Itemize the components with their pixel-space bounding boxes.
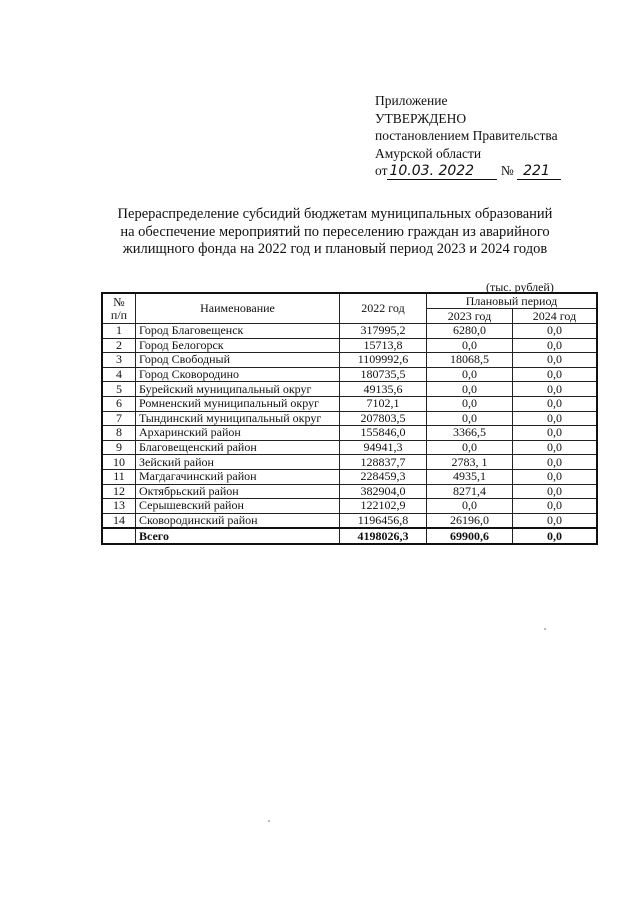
row-value-2023: 4935,1 [427,469,513,484]
approval-line-approved: УТВЕРЖДЕНО [375,110,467,126]
row-number: 6 [102,396,136,411]
handwritten-number: 221 [517,164,561,180]
header-number [102,293,136,324]
row-value-2023: 0,0 [427,396,513,411]
row-value-2024: 0,0 [513,455,598,470]
row-value-2024: 0,0 [513,324,598,339]
title-line-1: Перераспределение субсидий бюджетам муниципальных образований [117,206,553,222]
row-number: 7 [102,411,136,426]
row-value-2022: 122102,9 [340,499,427,514]
row-name: Город Сковородино [136,367,340,382]
row-number: 3 [102,353,136,368]
row-value-2024: 0,0 [513,426,598,441]
document-title [100,206,570,259]
row-name: Город Благовещенск [136,324,340,339]
approval-block [375,92,561,180]
row-value-2024: 0,0 [513,367,598,382]
row-number: 2 [102,338,136,353]
row-name: Серышевский район [136,499,340,514]
header-name: Наименование [136,293,340,324]
row-number: 1 [102,324,136,339]
header-number-sign: № [113,294,125,309]
row-value-2023: 2783, 1 [427,455,513,470]
approval-line-decree: постановлением Правительства [375,128,558,143]
row-value-2023: 8271,4 [427,484,513,499]
row-number: 9 [102,440,136,455]
units-label: (тыс. рублей) [486,280,554,294]
date-prefix: от [375,163,388,178]
row-value-2024: 0,0 [513,338,598,353]
row-value-2023: 0,0 [427,499,513,514]
row-name: Архаринский район [136,426,340,441]
row-value-2024: 0,0 [513,513,598,528]
title-line-3: жилищного фонда на 2022 год и плановый период 2023 и 2024 годов [122,241,548,257]
row-value-2022: 94941,3 [340,440,427,455]
row-name: Зейский район [136,455,340,470]
row-value-2024: 0,0 [513,382,598,397]
subsidy-table [101,292,598,545]
row-value-2023: 0,0 [427,411,513,426]
handwritten-date: 10.03. 2022 [387,164,497,180]
row-name: Октябрьский район [136,484,340,499]
row-value-2023: 0,0 [427,367,513,382]
table-row [102,353,597,368]
total-2023: 69900,6 [427,528,513,544]
row-name: Город Белогорск [136,338,340,353]
row-name: Бурейский муниципальный округ [136,382,340,397]
row-name: Тындинский муниципальный округ [136,411,340,426]
header-2024: 2024 год [513,309,598,324]
row-value-2024: 0,0 [513,411,598,426]
total-label: Всего [136,528,340,544]
table-row [102,411,597,426]
row-value-2022: 180735,5 [340,367,427,382]
table-row [102,455,597,470]
table-row [102,338,597,353]
row-value-2023: 18068,5 [427,353,513,368]
number-prefix: № [500,163,514,178]
row-value-2022: 49135,6 [340,382,427,397]
row-number: 10 [102,455,136,470]
row-name: Сковородинский район [136,513,340,528]
row-value-2022: 1196456,8 [340,513,427,528]
total-2024: 0,0 [513,528,598,544]
header-2023: 2023 год [427,309,513,324]
row-value-2024: 0,0 [513,396,598,411]
table-row [102,426,597,441]
row-value-2023: 0,0 [427,338,513,353]
header-number-pp: п/п [110,307,128,322]
table-row [102,440,597,455]
row-value-2022: 7102,1 [340,396,427,411]
row-number: 4 [102,367,136,382]
header-2022: 2022 год [340,293,427,324]
row-number: 5 [102,382,136,397]
table-row [102,484,597,499]
total-2022: 4198026,3 [340,528,427,544]
row-number: 14 [102,513,136,528]
table-body [102,324,597,529]
row-name: Благовещенский район [136,440,340,455]
row-value-2024: 0,0 [513,499,598,514]
approval-line-appendix: Приложение [375,93,448,108]
row-value-2022: 228459,3 [340,469,427,484]
row-number: 11 [102,469,136,484]
total-number-cell [102,528,136,544]
total-row [102,528,597,544]
row-value-2023: 6280,0 [427,324,513,339]
row-value-2023: 26196,0 [427,513,513,528]
row-number: 13 [102,499,136,514]
scan-speck [268,820,270,822]
table-row [102,513,597,528]
table-row [102,324,597,339]
row-value-2022: 15713,8 [340,338,427,353]
approval-date-number-line [375,162,561,180]
row-value-2023: 0,0 [427,440,513,455]
row-value-2022: 207803,5 [340,411,427,426]
row-value-2022: 317995,2 [340,324,427,339]
row-value-2024: 0,0 [513,353,598,368]
row-number: 12 [102,484,136,499]
header-planned-period: Плановый период [427,293,598,309]
row-name: Магдагачинский район [136,469,340,484]
row-value-2022: 382904,0 [340,484,427,499]
row-value-2024: 0,0 [513,469,598,484]
row-value-2024: 0,0 [513,440,598,455]
row-value-2022: 128837,7 [340,455,427,470]
scan-speck [544,628,546,630]
table-row [102,396,597,411]
row-name: Город Свободный [136,353,340,368]
title-line-2: на обеспечение мероприятий по переселению граждан из аварийного [120,223,550,240]
row-value-2023: 3366,5 [427,426,513,441]
row-value-2023: 0,0 [427,382,513,397]
table-row [102,382,597,397]
approval-line-region: Амурской области [375,145,482,161]
table-row [102,499,597,514]
row-value-2022: 155846,0 [340,426,427,441]
table-row [102,367,597,382]
row-value-2024: 0,0 [513,484,598,499]
row-value-2022: 1109992,6 [340,353,427,368]
row-name: Ромненский муниципальный округ [136,396,340,411]
table-row [102,469,597,484]
row-number: 8 [102,426,136,441]
